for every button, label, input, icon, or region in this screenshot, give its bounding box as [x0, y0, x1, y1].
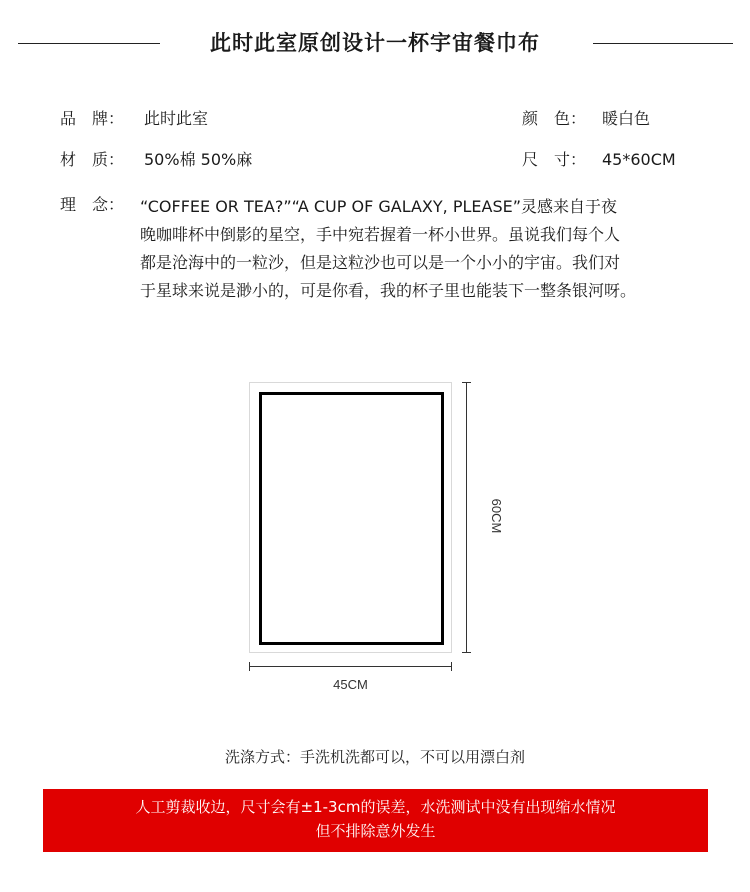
spec-material-value: 50%棉 50%麻	[144, 150, 253, 169]
wash-instructions: 洗涤方式：手洗机洗都可以，不可以用漂白剂	[224, 748, 525, 766]
title-rule-right	[593, 43, 733, 44]
notice-line-1: 人工剪裁收边，尺寸会有±1-3cm的误差，水洗测试中没有出现缩水情况	[135, 798, 616, 816]
concept-text	[140, 193, 692, 305]
height-label: 60CM	[489, 498, 504, 534]
height-dimension-line	[466, 382, 467, 653]
spec-material	[60, 148, 253, 172]
height-tick-bottom	[462, 652, 471, 653]
spec-material-label: 材 质：	[60, 150, 125, 169]
width-tick-right	[451, 662, 452, 671]
concept-line: 都是沧海中的一粒沙，但是这粒沙也可以是一个小小的宇宙。我们对	[140, 253, 621, 272]
towel-border	[259, 392, 444, 645]
width-label: 45CM	[333, 677, 368, 692]
notice-banner	[43, 789, 708, 852]
concept-line: 于星球来说是渺小的，可是你看，我的杯子里也能装下一整条银河呀。	[140, 281, 637, 300]
width-dimension-line	[249, 666, 452, 667]
width-tick-left	[249, 662, 250, 671]
spec-size-label: 尺 寸：	[522, 150, 587, 169]
spec-color-value: 暖白色	[602, 109, 651, 128]
spec-color	[522, 107, 651, 131]
spec-color-label: 颜 色：	[522, 109, 587, 128]
spec-size	[522, 148, 676, 172]
spec-brand	[60, 107, 209, 131]
concept-line: “COFFEE OR TEA?”“A CUP OF GALAXY, PLEASE”灵感来自于夜	[140, 197, 618, 216]
notice-line-2: 但不排除意外发生	[315, 822, 436, 840]
spec-brand-label: 品 牌：	[60, 109, 125, 128]
page-title: 此时此室原创设计一杯宇宙餐巾布	[210, 31, 540, 55]
spec-brand-value: 此时此室	[144, 109, 209, 128]
height-tick-top	[462, 382, 471, 383]
concept-line: 晚咖啡杯中倒影的星空，手中宛若握着一杯小世界。虽说我们每个人	[140, 225, 621, 244]
concept-label: 理 念：	[60, 195, 125, 214]
spec-size-value: 45*60CM	[602, 150, 676, 169]
